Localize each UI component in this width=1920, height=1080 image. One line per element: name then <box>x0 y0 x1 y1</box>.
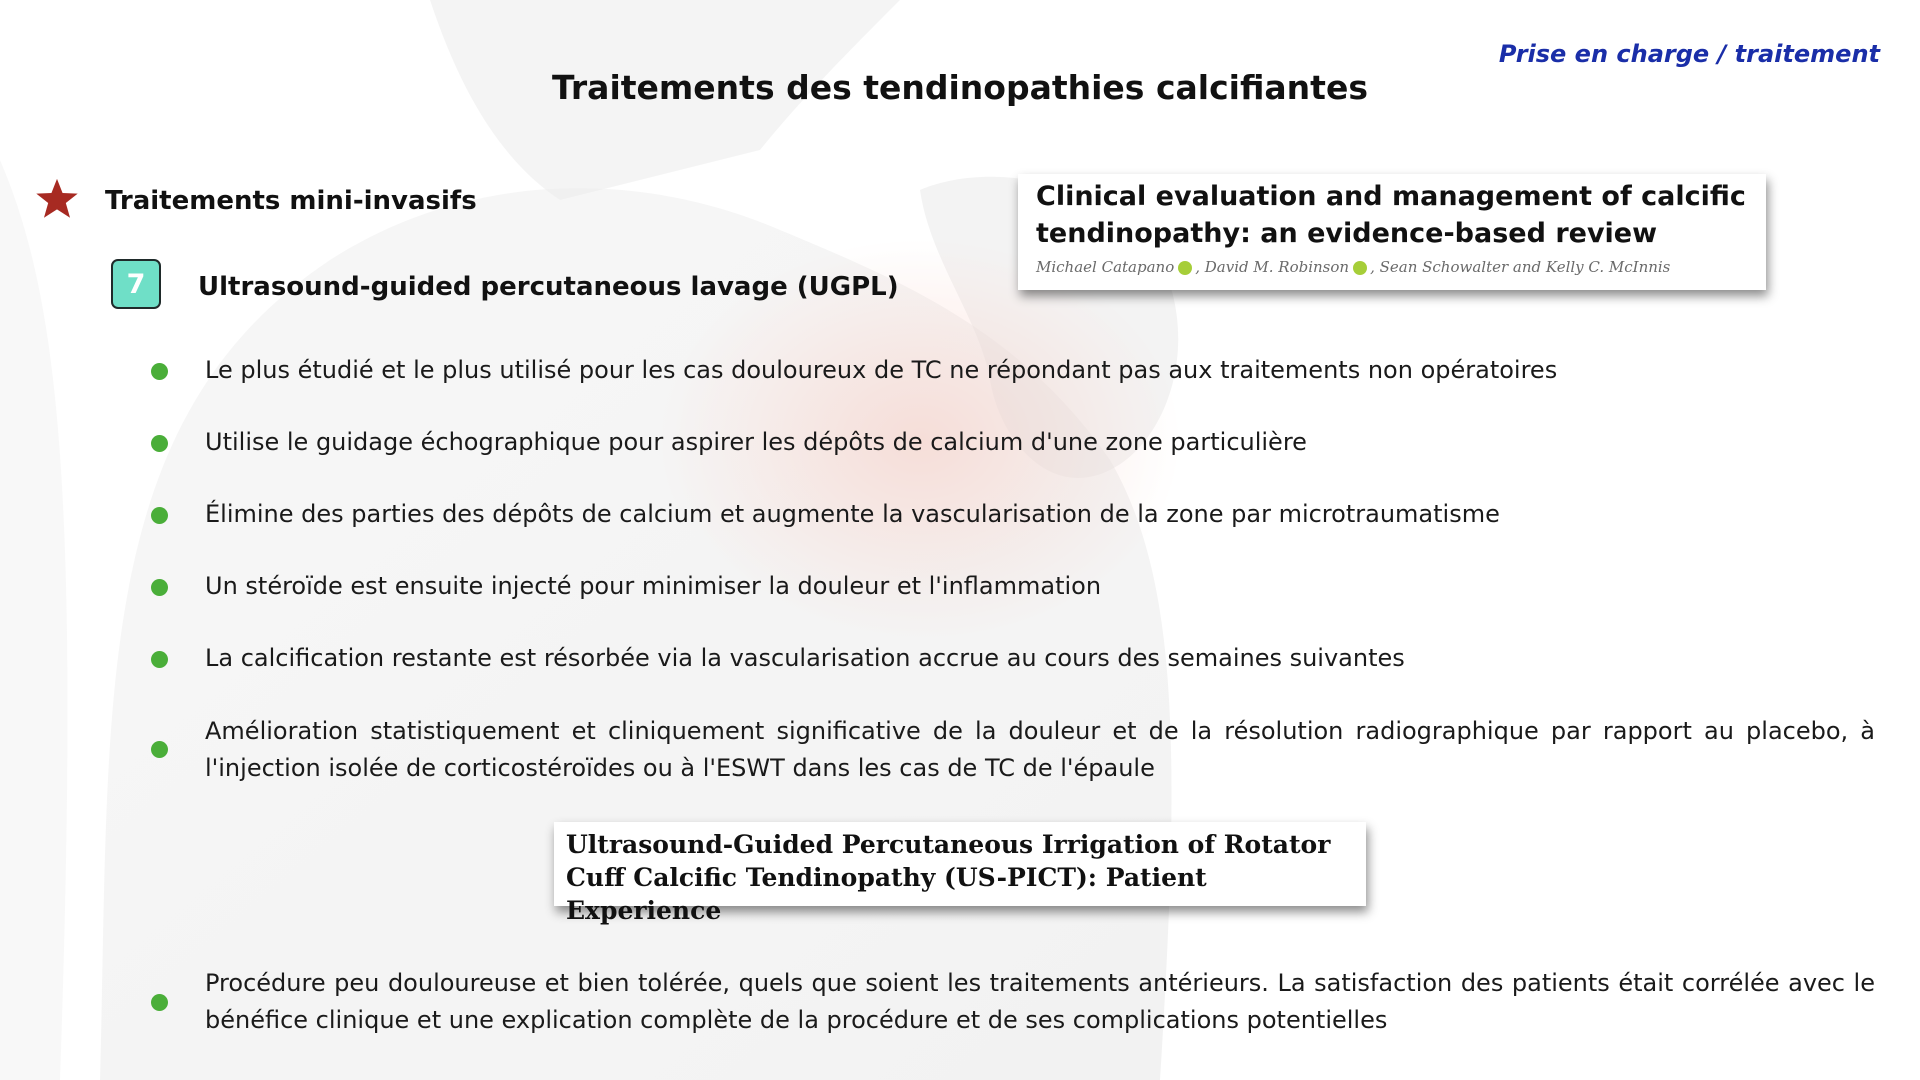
bullet-dot <box>151 994 168 1011</box>
section-tag: Prise en charge / traitement <box>1498 40 1880 68</box>
bullet-dot <box>151 651 168 668</box>
final-bullet-item: Procédure peu douloureuse et bien tolérée, quels que soient les traitements antérieurs. La satisfaction des patients était corrélée avec le bénéfice clinique et une explication complète de la procédure et de ses complications potentielles <box>205 969 1875 1034</box>
bullet-dot <box>151 741 168 758</box>
reference-card-2 <box>554 822 1366 925</box>
bullet-item: Élimine des parties des dépôts de calcium et augmente la vascularisation de la zone par microtraumatisme <box>205 500 1500 528</box>
reference-2-title: Ultrasound-Guided Percutaneous Irrigation of Rotator Cuff Calcific Tendinopathy (US-PICT): Patient Experience <box>566 830 1331 925</box>
section-heading: Traitements mini-invasifs <box>105 186 477 216</box>
bullet-item: Utilise le guidage échographique pour aspirer les dépôts de calcium d'une zone particulière <box>205 428 1307 456</box>
bullet-item: La calcification restante est résorbée via la vascularisation accrue au cours des semaines suivantes <box>205 644 1405 672</box>
bullet-dot <box>151 579 168 596</box>
author-3: , Sean Schowalter and Kelly C. McInnis <box>1370 258 1671 276</box>
number-badge: 7 <box>111 259 161 309</box>
bullet-dot <box>151 363 168 380</box>
subsection-heading: Ultrasound-guided percutaneous lavage (UGPL) <box>198 272 899 302</box>
bullet-item: Un stéroïde est ensuite injecté pour minimiser la douleur et l'inflammation <box>205 572 1102 600</box>
bullet-item: Le plus étudié et le plus utilisé pour les cas douloureux de TC ne répondant pas aux traitements non opératoires <box>205 356 1558 384</box>
orcid-icon <box>1353 261 1367 275</box>
author-1: Michael Catapano <box>1036 258 1175 276</box>
reference-card-1 <box>1018 174 1766 290</box>
reference-1-title: Clinical evaluation and management of calcific tendinopathy: an evidence-based review <box>1036 181 1746 249</box>
author-2: , David M. Robinson <box>1195 258 1350 276</box>
bullet-item: Amélioration statistiquement et cliniquement significative de la douleur et de la résolution radiographique par rapport au placebo, à l'injection isolée de corticostéroïdes ou à l'ESWT dans les cas de TC de l'épaule <box>205 717 1875 782</box>
orcid-icon <box>1178 261 1192 275</box>
reference-1-authors <box>1036 258 1670 276</box>
slide-title: Traitements des tendinopathies calcifiantes <box>552 68 1368 107</box>
bullet-dot <box>151 435 168 452</box>
bullet-dot <box>151 507 168 524</box>
star-icon <box>34 176 80 222</box>
